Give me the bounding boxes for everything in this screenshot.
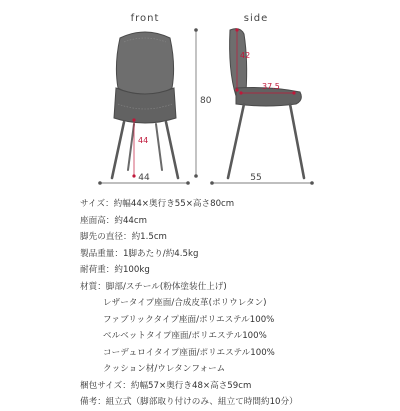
spec-material: 材質：脚部/スチール(粉体塗装仕上げ): [80, 281, 227, 292]
chair-dimension-diagram: [0, 0, 400, 196]
front-view-label: front: [130, 13, 160, 24]
width-value: 44: [138, 173, 150, 183]
spec-list: [80, 196, 396, 411]
seat-depth-value: 37.5: [262, 82, 280, 91]
backrest-height-value: 42: [240, 51, 251, 60]
spec-notes: 備考：組立式（脚部取り付けのみ、組立て時間約10分）: [80, 397, 298, 407]
spec-package-size: 梱包サイズ：約幅57×奥行き48×高さ59cm: [80, 380, 252, 391]
spec-material-leather: レザータイプ座面/合成皮革(ポリウレタン): [103, 298, 267, 308]
front-leg-back-right: [156, 124, 162, 170]
front-leg-left: [112, 122, 124, 178]
spec-leg-diameter: 脚先の直径：約1.5cm: [80, 232, 167, 242]
spec-material-corduroy: コーデュロイタイプ座面/ポリエステル100%: [103, 347, 275, 358]
side-leg-front: [290, 104, 304, 178]
spec-load-capacity: 耐荷重：約100kg: [80, 265, 150, 275]
total-height-dimension: [194, 28, 212, 178]
front-leg-back-left: [128, 124, 134, 170]
side-view-label: side: [243, 13, 269, 24]
seat-height-dimension: [132, 118, 148, 177]
spec-weight: 製品重量：1脚あたり/約4.5kg: [80, 248, 199, 259]
spec-material-fabric: ファブリックタイプ座面/ポリエステル100%: [103, 314, 275, 325]
total-height-value: 80: [200, 96, 212, 106]
depth-dimension: [210, 173, 314, 185]
seat-height-value: 44: [138, 136, 149, 145]
front-view-chair: [112, 32, 178, 178]
front-leg-right: [166, 122, 178, 178]
side-chair-back: [230, 29, 247, 96]
spec-size: サイズ：約幅44×奥行き55×高さ80cm: [80, 199, 235, 209]
spec-material-cushion: クッション材/ウレタンフォーム: [103, 364, 226, 374]
depth-value: 55: [250, 173, 262, 183]
spec-seat-height: 座面高：約44cm: [80, 215, 148, 226]
spec-material-velvet: ベルベットタイプ座面/ポリエステル100%: [103, 331, 267, 341]
side-leg-back: [228, 104, 244, 178]
